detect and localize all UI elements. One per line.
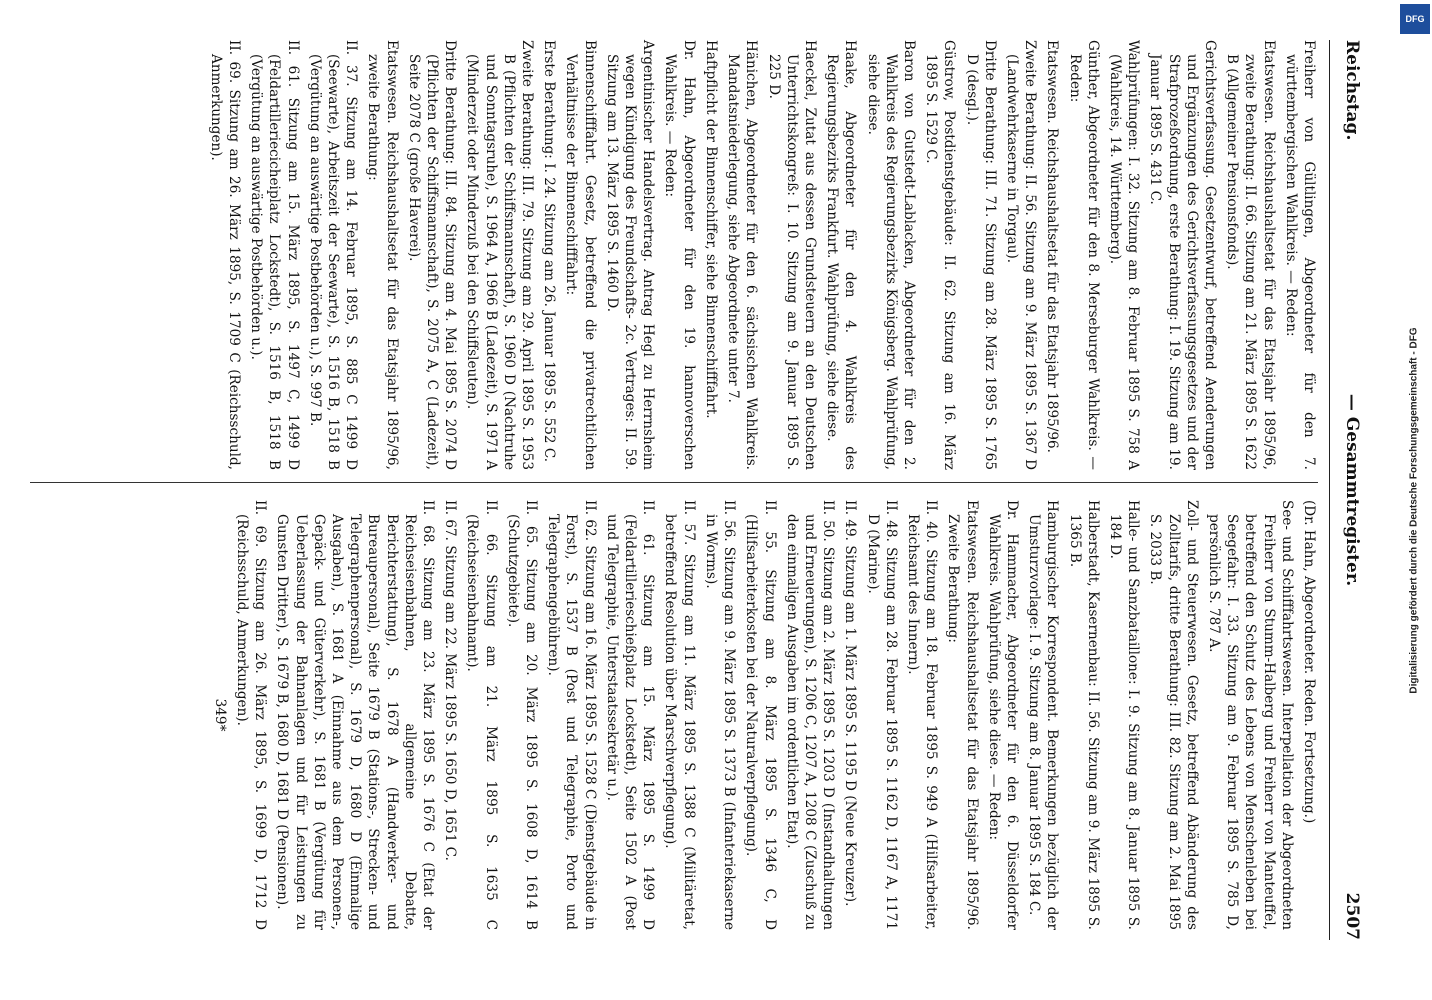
index-entry: Dritte Berathung: III. 71. Sitzung am 28. März 1895 S. 1765 D (desgl.). [963,40,998,470]
index-entry: Binnenschifffahrt. Gesetz, betreffend die privatrechtlichen Verhältnisse der Binnenschifffahrt: [563,40,598,470]
index-entry: II. 67. Sitzung am 22. März 1895 S. 1650 D, 1651 C. [442,500,459,861]
index-entry: Hamburgischer Korrespondent. Bemerkungen bezüglich der Umsturzvorlage: I. 9. Sitzung am 8. Januar 1895 S. 184 C. [1026,500,1061,930]
index-entry: Erste Berathung: I. 24. Sitzung am 26. Januar 1895 S. 552 C. [541,40,558,463]
index-entry: II. 57. Sitzung am 11. März 1895 S. 1388 C (Militäretat, betreffend Resolution über Marschverpflegung). [662,500,697,930]
index-entry: II. 61. Sitzung am 15. März 1895, S. 1497 C, 1499 D (Feldartilleriecicheiplatz Lockstedt), S. 1516 B, 1518 B (Vergütung an auswärtige Postbehörden u.). [248,40,301,470]
index-entry: Etatswesen. Reichshaushaltsetat für das Etatsjahr 1895/96. [1044,40,1061,453]
index-entry: II. 37. Sitzung am 14. Februar 1895, S. 885 C 1499 D (Seewarte), Arbeitszeit der Seewarte), S. 1516 B, 1518 B (Vergütung an auswärtige Postbehörden u.), S. 997 B. [306,40,360,470]
index-entry: Etatswesen. Reichshaushaltsetat für das Etatsjahr 1895/96, zweite Berathung: [365,40,400,470]
page-number: 2507 [1342,892,1362,940]
index-entry: Günther, Abgeordneter für den 8. Merseburger Wahlkreis. — Reden: [1066,40,1101,470]
index-entry: Hänichen, Abgeordneter für den 6. sächsischen Wahlkreis. Mandatsniederlegung, siehe Abgeordnete unter 7. [725,40,760,470]
index-entry: II. 40. Sitzung am 18. Februar 1895 S. 949 A (Hilfsarbeiter, Reichsamt des Innern). [904,500,940,930]
dfg-logo-text: DFG [1405,14,1425,24]
index-entry: II. 55. Sitzung am 8. März 1895 S. 1346 C, D (Hilfsarbeiterkosten bei der Naturalverpflegung). [743,500,778,930]
index-entry: Haake, Abgeordneter für den 4. Wahlkreis des Regierungsbezirks Frankfurt. Wahlprüfung, siehe diese. [824,40,859,470]
index-entry: II. 66. Sitzung am 21. März 1895 S. 1635 C (Reichseisenbahnamt). [464,500,499,930]
header-rule [1329,40,1330,940]
index-entry: Dritte Berathung: III. 84. Sitzung am 4. Mai 1895 S. 2074 D (Pflichten der Schiffsmannschaft), S. 2075 A, C (Ladezeit), Seite 2078 C (große Haverei). [405,40,459,470]
dfg-logo [1400,4,1430,34]
index-entry: Wahlprüfungen: I. 32. Sitzung am 8. Februar 1895 S. 758 A (Wahlkreis, 14. Württemberg). [1106,40,1142,470]
index-entry: Dr. Hahn, Abgeordneter für den 19. hannoverschen Wahlkreis. — Reden: [662,40,697,470]
index-entry: II. 62. Sitzung am 16. März 1895 S. 1528 C (Dienstgebäude in Forst), S. 1537 B (Post und Telegraphie, Porto und Telegraphengebühren). [545,500,598,930]
page-header [1338,40,1362,940]
index-entry: II. 69. Sitzung am 26. März 1895, S. 1709 C (Reichsschuld, Anmerkungen). [207,40,243,470]
index-entry: II. 49. Sitzung am 1. März 1895 S. 1195 D (Neue Kreuzer). [842,500,859,907]
index-entry: Etatswesen. Reichshaushaltsetat für das Etatsjahr 1895/96. Zweite Berathung: [945,500,980,930]
running-head-center: — Gesammtregister. [1342,393,1362,587]
column-divider [30,482,1318,483]
index-entry: Haftpflicht der Binnenschiffer, siehe Binnenschifffahrt. [702,40,719,419]
index-entry: Halberstadt, Kasernenbau: II. 56. Sitzung am 9. März 1895 S. 1365 B. [1066,500,1101,930]
digitization-note-text: Digitalisierung gefördert durch die Deutsche Forschungsgemeinschaft - DFG [1408,326,1420,694]
left-column [20,40,1318,470]
index-entry: II. 50. Sitzung am 2. März 1895 S. 1203 D (Instandhaltungen und Erneuerungen), S. 1206 C, 1207 A, 1208 C (Zuschuß zu den einmaligen Ausgaben im ordentlichen Etat). [783,500,837,930]
index-entry: Zweite Berathung: II. 56. Sitzung am 9. März 1895 S. 1367 D (Landwehrkaserne in Torgau). [1003,40,1039,470]
index-entry: (Dr. Hahn, Abgeordneter. Reden. Fortsetzung.) [1301,500,1317,824]
index-entry: Dr. Hammacher, Abgeordneter für den 6. Düsseldorfer Wahlkreis. Wahlprüfung, siehe diese. — Reden: [985,500,1020,930]
index-entry: II. 65. Sitzung am 20. März 1895 S. 1608 D, 1614 B (Schutzgebiete). [504,500,540,930]
index-entry: II. 56. Sitzung am 9. März 1895 S. 1373 B (Infanteriekaserne in Worms). [702,500,738,930]
index-entry: II. 69. Sitzung am 26. März 1895, S. 1699 D, 1712 D (Reichsschuld, Anmerkungen). [234,500,269,930]
index-entry: Halle- und Sanzbataillone: I. 9. Sitzung am 8. Januar 1895 S. 184 D. [1106,500,1142,930]
index-entry: II. 68. Sitzung am 23. März 1895 S. 1676 C (Etat der Reichseisenbahnen, allgemeine Debatte, Berichterstattung), S. 1678 A (Handwerker- und Bureaupersonal), Seite 1679 B (Stations-, Strecken- und Telegraphenpersonal), S. 1679 D, 1680 D (Einmalige Ausgaben), S. 1681 A (Einnahme aus dem Personen-, Gepäck- und Güterverkehr), S. 1681 B (Vergütung für Ueberlassung der Bahnanlagen und für Leistungen zu Gunsten Dritter), S. 1679 B, 1680 D, 1681 D (Pensionen). [274,500,437,930]
index-entry: Etatswesen. Reichshaushaltsetat für das Etatsjahr 1895/96, zweite Berathung: II. 66. Sitzung am 21. März 1895 S. 1622 B (Allgemeiner Pensionsfonds). [1224,40,1277,470]
index-entry: II. 61. Sitzung am 15. März 1895 S. 1499 D (Feldartillerieschießplatz Lockstedt), Seite 1502 A (Post und Telegraphie, Unterstaatssekretär u.). [603,500,657,930]
index-entry: Güstrow, Postdienstgebäude: II. 62. Sitzung am 16. März 1895 S. 1529 C. [923,40,958,470]
digitization-note [1400,40,1428,980]
index-entry: Haeckel, Zutat aus dessen Grundsteuern an den Deutschen Unterrichtskongreß: I. 10. Sitzung am 9. Januar 1895 S. 225 D. [765,40,818,470]
index-entry: II. 48. Sitzung am 28. Februar 1895 S. 1162 D, 1167 A, 1171 D (Marine). [864,500,899,930]
running-head-left: Reichstag. [1342,40,1362,141]
page-signature: 349* [211,698,228,732]
index-entry: Argentinischer Handelsvertrag. Antrag Hegl zu Herrnsheim wegen Kündigung des Freundschafts- 2c. Vertrages: II. 59. Sitzung am 13. März 1895 S. 1460 D. [603,40,657,470]
index-entry: See- und Schifffahrtswesen. Interpellation der Abgeordneten Freiherr von Stumm-Halberg und Freiherr von Manteuffel, betreffend den Schutz des Lebens von Menschenleben bei Seegefahr: I. 33. Sitzung am 9. Februar 1895 S. 785 D, persönlich S. 787 A. [1205,500,1295,930]
index-entry: Freiherr von Gültlingen, Abgeordneter für den 7. württembergischen Wahlkreis. — Reden: [1282,40,1317,470]
index-entry: Zweite Berathung: III. 79. Sitzung am 29. April 1895 S. 1953 B (Pflichten der Schiffsmannschaft), S. 1960 D (Nachtruhe und Sonntagsruhe), S. 1964 A, 1966 B (Ladezeit), S. 1971 A (Minderzeit oder Minderzuß bei den Schiffsleuten). [464,40,536,470]
right-column [20,500,1318,930]
index-entry: Zoll- und Steuerwesen. Gesetz, betreffend Abänderung des Zolltarifs, dritte Berathung: III. 82. Sitzung am 2. Mai 1895 S. 2033 B. [1147,500,1200,930]
index-entry: Baron von Gutstedt-Lablacken, Abgeordneter für den 2. Wahlkreis des Regierungsbezirks Königsberg. Wahlprüfung, siehe diese. [864,40,917,470]
index-entry: Gerichtsverfassung. Gesetzentwurf, betreffend Aenderungen und Ergänzungen des Gerichtsverfassungsgesetzes und der Strafprozeßordnung, erste Berathung: I. 19. Sitzung am 19. Januar 1895 S. 431 C. [1147,40,1218,470]
